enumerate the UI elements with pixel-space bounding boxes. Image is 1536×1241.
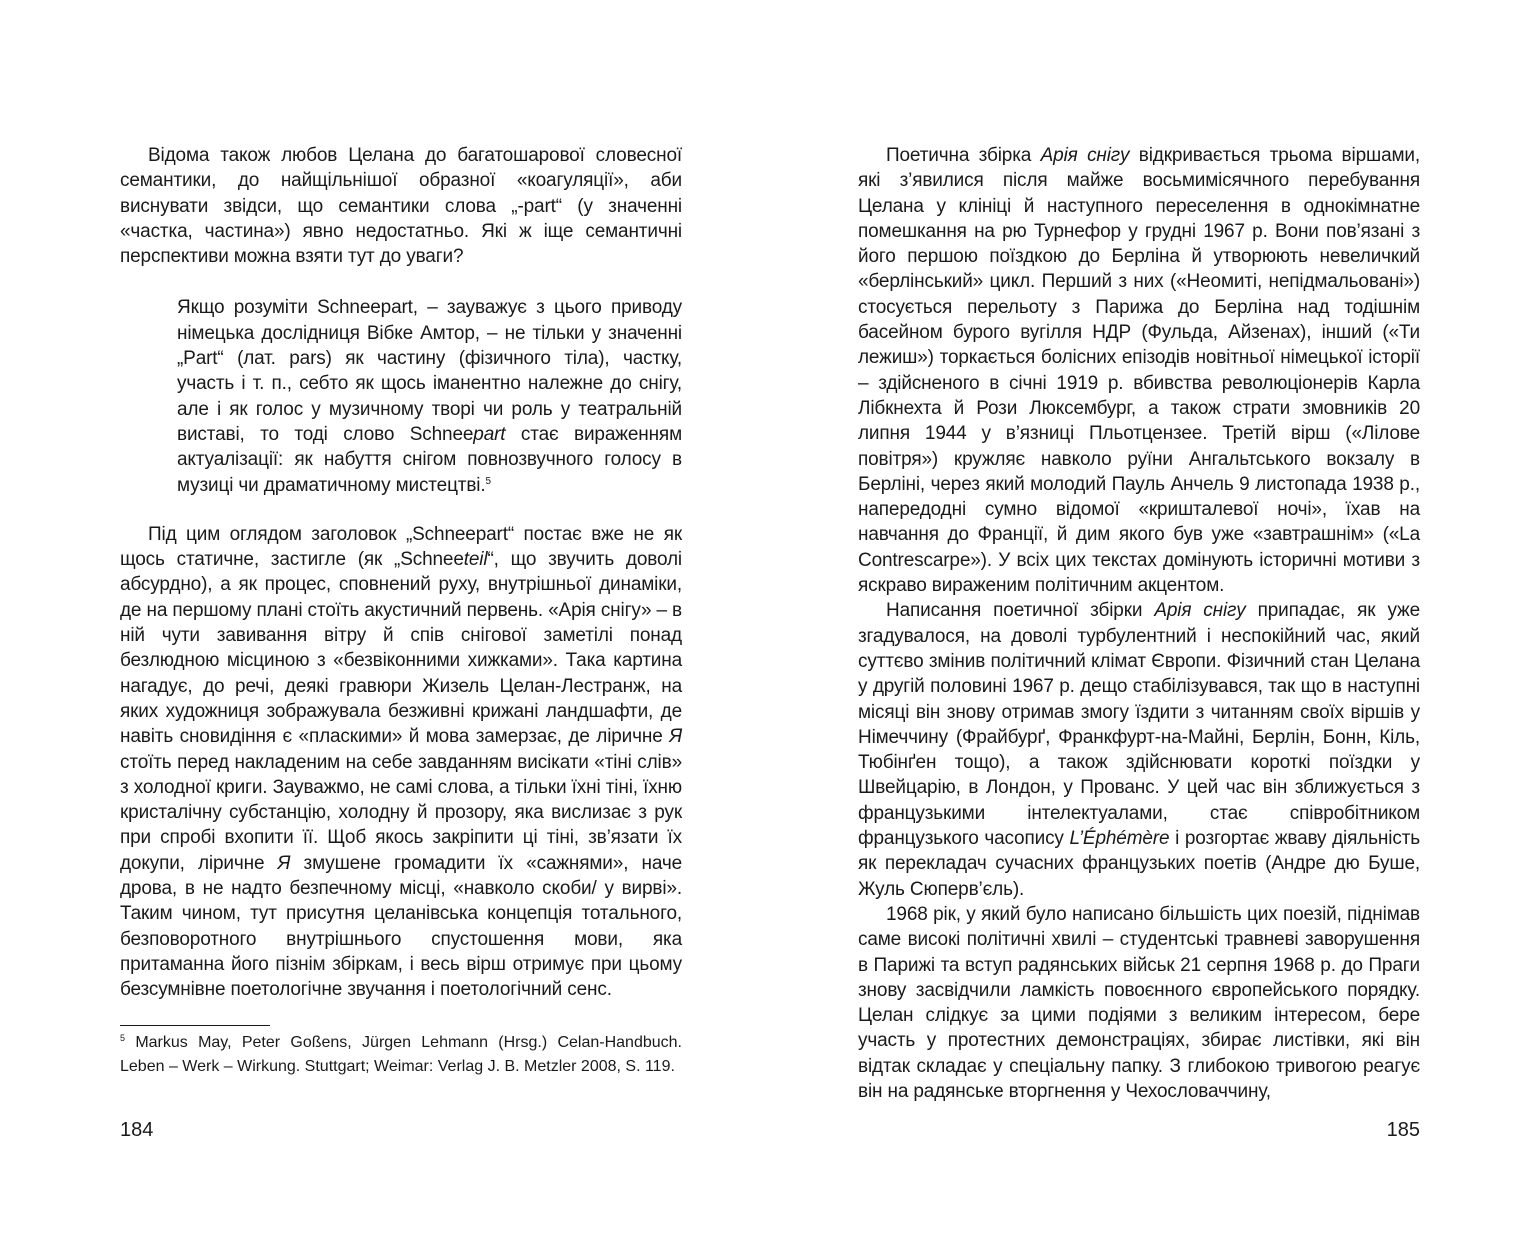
paragraph-text: Під цим оглядом заголовок „Schneepart“ постає вже не як щось статичне, застигле (як „Schnee <box>120 523 682 571</box>
page-number-left: 184 <box>120 1119 154 1141</box>
footnote <box>120 1031 682 1078</box>
left-paragraph-1: Відома також любов Целана до багатошарової словесної семантики, до найщільнішої образної «коагуляції», аби виснувати звідси, що семантики слова „-part“ (у значенні «частка, частина») явно недостатньо. Які ж іще семантичні перспективи можна взяти тут до уваги? <box>120 145 682 268</box>
footnote-divider <box>120 1025 270 1026</box>
right-paragraph-2 <box>858 598 1420 902</box>
left-page-body <box>120 143 682 1003</box>
footnote-reference[interactable]: 5 <box>485 475 491 487</box>
right-paragraph-1 <box>858 143 1420 598</box>
right-page <box>858 0 1420 1241</box>
paragraph-text: відкривається трьома віршами, які з’явилися після майже восьмимісячного перебування Целана у клініці й наступного переселення в однокімнатне помешкання на рю Турнефор у грудні 1967 р. Вони пов’язані з його першою поїздкою до Берліна й утворюють невеличкий «берлінський» цикл. Перший з них («Неомиті, непідмальовані») стосується перельоту з Парижа до Берліна над тодішнім басейном бурого вугілля НДР (Фульда, Айзенах), інший («Ти лежиш») торкається болісних епізодів новітньої німецької історії – здійсненого в січні 1919 р. вбивства революціонерів Карла Лібкнехта й Рози Люксембург, а також страти змовників 20 липня 1944 у в’язниці Пльотцензее. Третій вірш («Лілове повітря») кружляє навколо руїни Ангальтського вокзалу в Берліні, через який молодий Пауль Анчель 9 листопада 1938 р., напередодні сумно відомої «кришталевої ночі», їхав на навчання до Франції, й дим якого був уже «завтрашнім» («La Contrescarpe»). У всіх цих текстах домінують історичні мотиви з яскраво вираженим політичним акцентом. <box>858 145 1421 597</box>
quote-italic-part: part <box>473 423 506 445</box>
page-number-right: 185 <box>1386 1119 1420 1141</box>
left-paragraph-2 <box>120 522 682 1003</box>
paragraph-text: змушене громадити їх «сажнями», наче дрова, в не надто безпечному місці, «навколо скоби/ у вирві». Таким чином, тут присутня целанівська концепція тотального, безповоротного внутрішнього спустошення мови, яка притаманна його пізнім збіркам, і весь вірш отримує при цьому безсумнівне поетологічне звучання і поетологічний сенс. <box>120 852 682 1001</box>
paragraph-text: припадає, як уже згадувалося, на доволі турбулентний і неспокійний час, який суттєво змінив політичний клімат Європи. Фізичний стан Целана у другій половині 1967 р. дещо стабілізувався, так що в наступні місяці він знову отримав змогу їздити з читанням своїх віршів у Німеччину (Фрайбурґ, Франкфурт-на-Майні, Берлін, Бонн, Кіль, Тюбінґен тощо), а також здійснювати короткі поїздки у Швейцарію, в Лондон, у Прованс. У цей час він зближується з французькими інтелектуалами, стає співробітником французького часопису <box>858 600 1420 850</box>
footnote-mark: 5 <box>120 1033 126 1043</box>
italic-text: Арія снігу <box>1154 600 1246 622</box>
italic-text: teil <box>463 549 488 571</box>
paragraph-text: Написання поетичної збірки <box>886 600 1155 622</box>
paragraph-text: і розгортає жваву діяльність як перекладач сучасних французьких поетів (Андре дю Буше, Жуль Сюперв’єль). <box>858 828 1420 900</box>
italic-text: Я <box>669 726 682 748</box>
left-page <box>120 0 682 1241</box>
italic-text: L’Éphémère <box>1069 828 1170 850</box>
quote-text-part-1: Якщо розуміти Schneepart, – зауважує з цього приводу німецька дослідниця Вібке Амтор, – не тільки у значенні „Part“ (лат. pars) як частину (фізичного тіла), частку, участь і т. п., себто як щось іманентно належне до снігу, але і як голос у музичному творі чи роль у театральній виставі, то тоді слово Schnee <box>177 297 682 445</box>
italic-text: Арія снігу <box>1040 145 1130 166</box>
quote-text-part-2: стає вираженням актуалізації: як набуття снігом повнозвучного голосу в музиці чи драматичному мистецтві. <box>177 423 682 496</box>
paragraph-text: стоїть перед накладеним на себе завданням висікати «тіні слів» з холодної криги. Зауважмо, не самі слова, а тільки їхні тіні, їхню кристалічну субстанцію, холодну й прозору, яка вислизає з рук при спробі вхопити її. Щоб якось закріпити ці тіні, зв’язати їх докупи, ліричне <box>120 751 682 874</box>
right-paragraph-3: 1968 рік, у який було написано більшість цих поезій, піднімав саме високі політичні хвилі – студентські травневі заворушення в Парижі та вступ радянських військ 21 серпня 1968 р. до Праги знову засвідчили ламкість повоєнного європейського порядку. Целан слідкує за цими подіями з великим інтересом, бере участь у протестних демонстраціях, збирає листівки, які він відтак складає у спеціальну папку. З глибокою тривогою реагує він на радянське вторгнення у Чехословаччину, <box>858 903 1420 1102</box>
right-page-body <box>858 143 1420 1104</box>
block-quote <box>177 295 682 497</box>
paragraph-text: Поетична збірка <box>886 145 1041 166</box>
paragraph-text: “, що звучить доволі абсурдно), а як процес, сповнений руху, внутрішньої динаміки, де на першому плані стоїть акустичний первень. «Арія снігу» – в ній чути завивання вітру й спів снігової заметілі понад безлюдною місциною з «безвіконними хижками». Така картина нагадує, до речі, деякі гравюри Жизель Целан-Лестранж, на яких художниця зображувала безживні крижані ландшафти, де навіть сновидіння є «пласкими» й мова замерзає, де ліричне <box>120 549 683 748</box>
footnote-text: Markus May, Peter Goßens, Jürgen Lehmann (Hrsg.) Celan-Handbuch. Leben – Werk – Wirkung. Stuttgart; Weimar: Verlag J. B. Metzler 2008, S. 119. <box>120 1034 682 1075</box>
italic-text: Я <box>277 852 291 874</box>
block-quote-text <box>177 295 682 497</box>
